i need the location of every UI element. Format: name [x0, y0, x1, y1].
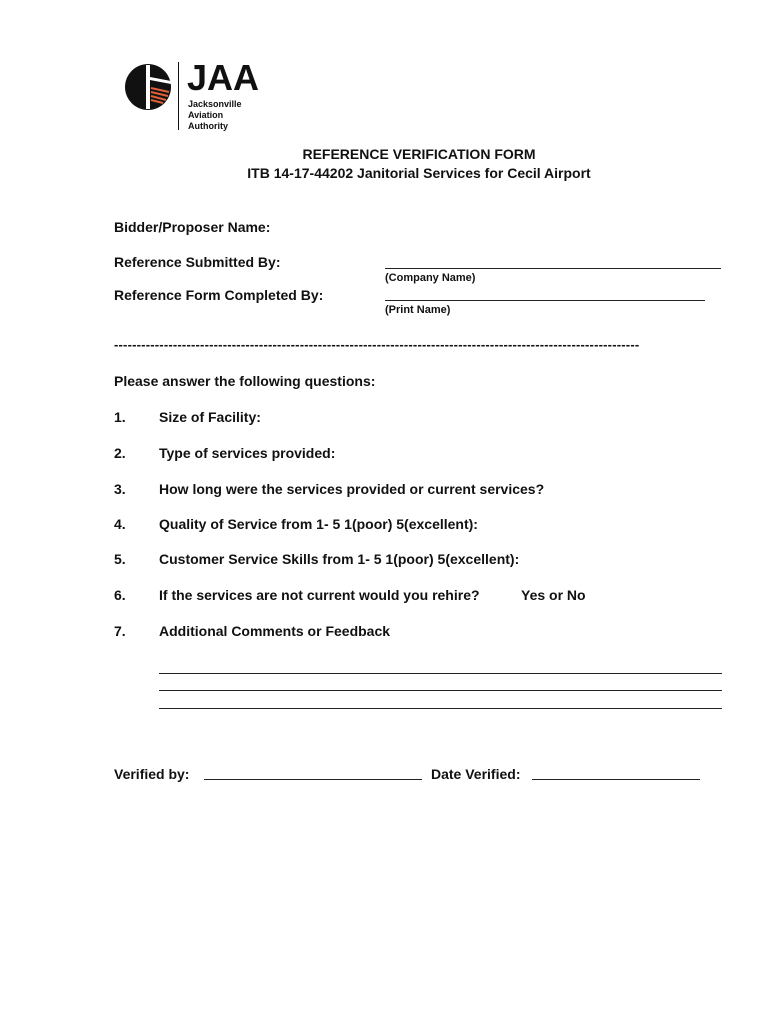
question-text: Additional Comments or Feedback [159, 623, 391, 639]
logo-line-jacksonville: Jacksonville [188, 99, 242, 109]
comments-line-1[interactable] [159, 673, 722, 674]
question-number: 1. [114, 409, 126, 425]
logo-line-aviation: Aviation [188, 110, 224, 120]
print-name-caption: (Print Name) [385, 304, 451, 316]
question-text: How long were the services provided or current services? [159, 481, 545, 497]
question-text: If the services are not current would you rehire? [159, 587, 480, 603]
question-text: Quality of Service from 1- 5 1(poor) 5(excellent): [159, 516, 478, 532]
date-verified-label: Date Verified: [431, 766, 521, 782]
logo-line-authority: Authority [188, 121, 228, 131]
question-number: 7. [114, 623, 126, 639]
questions-intro: Please answer the following questions: [114, 373, 376, 389]
company-name-field[interactable] [385, 268, 721, 269]
reference-submitted-by-label: Reference Submitted By: [114, 254, 281, 270]
date-verified-field[interactable] [532, 779, 700, 780]
print-name-field[interactable] [385, 300, 705, 301]
verified-by-field[interactable] [204, 779, 422, 780]
question-text: Size of Facility: [159, 409, 261, 425]
reference-form-completed-by-label: Reference Form Completed By: [114, 287, 324, 303]
verified-by-label: Verified by: [114, 766, 190, 782]
question-text: Type of services provided: [159, 445, 336, 461]
form-title: REFERENCE VERIFICATION FORM [302, 146, 536, 162]
comments-line-2[interactable] [159, 690, 722, 691]
question-number: 3. [114, 481, 126, 497]
jaa-logo-emblem-icon [124, 63, 172, 111]
question-text: Customer Service Skills from 1- 5 1(poor) 5(excellent): [159, 551, 520, 567]
bidder-proposer-label: Bidder/Proposer Name: [114, 219, 271, 235]
logo-wordmark: JAA [187, 57, 260, 98]
logo-divider [178, 62, 179, 130]
rehire-options: Yes or No [521, 587, 586, 603]
question-number: 2. [114, 445, 126, 461]
question-number: 5. [114, 551, 126, 567]
dashed-separator: -------------------------------------------------------------------------------------------------------------------- [114, 338, 640, 352]
comments-line-3[interactable] [159, 708, 722, 709]
question-number: 4. [114, 516, 126, 532]
question-number: 6. [114, 587, 126, 603]
form-subtitle: ITB 14-17-44202 Janitorial Services for Cecil Airport [247, 165, 591, 181]
company-name-caption: (Company Name) [385, 272, 476, 284]
